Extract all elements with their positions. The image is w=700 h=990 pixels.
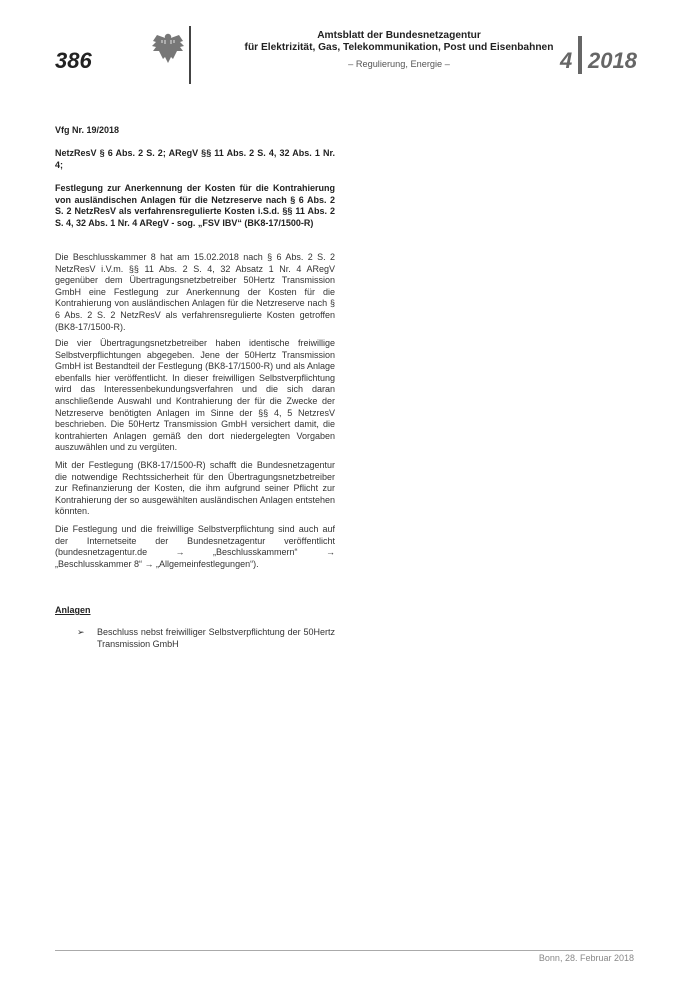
issue-year: 2018	[588, 48, 637, 73]
paragraph-1: Die Beschlusskammer 8 hat am 15.02.2018 nach § 6 Abs. 2 S. 2 NetzResV i.V.m. §§ 11 Abs. 2 S. 4, 32 Absatz 1 Nr. 4 ARegV gegenüber dem Übertragungsnetzbetreiber 50Hertz Transmission GmbH eine Festlegung zur Anerkennung der Kosten für die Kontrahierung von ausländischen Anlagen für die Netzreserve nach § 6 Abs. 2 S. 2 NetzResV als verfahrensregulierte Kosten getroffen (BK8-17/1500-R).	[55, 252, 335, 332]
paragraph-2: Die vier Übertragungsnetzbetreiber haben identische freiwillige Selbstverpflichtungen abgegeben. Jene der 50Hertz Transmission GmbH ist Bestandteil der Festlegung (BK8-17/1500-R) und als Anlage ebenfalls hier veröffentlicht. In dieser freiwilligen Selbstverpflichtung wird das Interessenbekundungsverfahren und die sich daran anschließende Auswahl und Kontrahierung der für die Zwecke der Netzreserve benötigten Anlagen im Sinne der §§ 4, 5 NetzresV beschrieben. Die 50Hertz Transmission GmbH versichert damit, die kontrahierten Anlagen gemäß den dort niedergelegten Vorgaben auszuwählen und zu vergüten.	[55, 338, 335, 453]
gazette-subtitle: – Regulierung, Energie –	[348, 59, 450, 69]
paragraph-4: Die Festlegung und die freiwillige Selbstverpflichtung sind auch auf der Internetseite der Bundesnetzagentur veröffentlicht (bundesnetzagentur.de → „Beschlusskammern“ → „Beschlusskammer 8“ → „Allgemeinfestlegungen“).	[55, 524, 335, 569]
annex-heading: Anlagen	[55, 605, 91, 615]
legal-basis: NetzResV § 6 Abs. 2 S. 2; ARegV §§ 11 Abs. 2 S. 4, 32 Abs. 1 Nr. 4;	[55, 148, 335, 170]
annex-item-text: Beschluss nebst freiwilliger Selbstverpflichtung der 50Hertz Transmission GmbH	[97, 627, 335, 649]
reference-number: Vfg Nr. 19/2018	[55, 125, 120, 135]
issue-divider	[578, 36, 582, 74]
page-number: 386	[55, 48, 92, 73]
footer-place-date: Bonn, 28. Februar 2018	[538, 953, 634, 963]
paragraph-3: Mit der Festlegung (BK8-17/1500-R) schafft die Bundesnetzagentur die notwendige Rechtssicherheit für den Übertragungsnetzbetreiber zur Refinanzierung der Kosten, die ihm aufgrund seiner Pflicht zur Kontrahierung der so ausgewählten ausländischen Anlagen entstehen könnten.	[55, 460, 335, 517]
gazette-title	[190, 30, 608, 54]
bullet-arrow-icon: ➢	[77, 627, 85, 637]
gazette-title-line2: für Elektrizität, Gas, Telekommunikation, Post und Eisenbahnen	[244, 42, 554, 53]
footer-divider	[55, 950, 633, 951]
federal-eagle-icon	[150, 32, 186, 64]
decision-heading: Festlegung zur Anerkennung der Kosten für die Kontrahierung von ausländischen Anlagen für die Netzreserve nach § 6 Abs. 2 S. 2 NetzResV als verfahrensregulierte Kosten i.S.d. §§ 11 Abs. 2 S. 4, 32 Abs. 1 Nr. 4 ARegV - sog. „FSV IBV“ (BK8-17/1500-R)	[55, 183, 335, 228]
issue-number: 4	[560, 48, 573, 73]
gazette-title-line1: Amtsblatt der Bundesnetzagentur	[317, 30, 481, 41]
